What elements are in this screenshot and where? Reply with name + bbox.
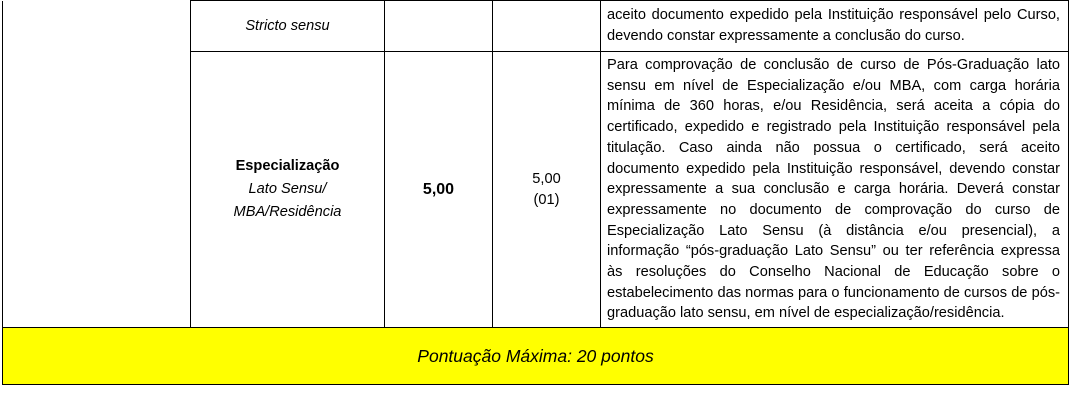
description-cell [601, 52, 1069, 328]
scoring-table [2, 0, 1069, 385]
title-italic-line2: MBA/Residência [233, 204, 342, 221]
max-score-banner: Pontuação Máxima: 20 pontos [3, 328, 1069, 385]
description-cell [601, 1, 1069, 52]
per-title-value: 5,00 [532, 170, 561, 187]
per-title-count: (01) [533, 191, 560, 208]
per-title-cell [493, 52, 601, 328]
description-text: aceito documento expedido pela Instituição responsável pelo Curso, devendo constar expressamente a conclusão do curso. [607, 7, 1060, 44]
footer-row [3, 328, 1069, 385]
description-text: Para comprovação de conclusão de curso de Pós-Graduação lato sensu em nível de Especialização e/ou MBA, com carga horária mínima de 360 horas, e/ou Residência, será aceita a cópia do certificado, expedido e registrado pela Instituição responsável pela titulação. Caso ainda não possua o certificado, será aceito documento expedido pela Instituição responsável, devendo constar expressamente a sua conclusão e carga horária. Deverá constar expressamente no documento de comprovação do curso de Especialização Lato Sensu (à distância e/ou presencial), a informação “pós-graduação Lato Sensu” ou ter referência expressa às resoluções do Conselho Nacional de Educação sobre o estabelecimento das normas para o funcionamento de cursos de pós-graduação lato sensu, em nível de especialização/residência. [607, 57, 1060, 322]
per-title-cell [493, 1, 601, 52]
category-cell [3, 1, 191, 328]
title-bold: Especialização [235, 158, 340, 175]
points-cell [385, 1, 493, 52]
points-cell: 5,00 [385, 52, 493, 328]
table-row [3, 1, 1069, 52]
title-stricto-sensu: Stricto sensu [191, 1, 385, 52]
title-italic-line1: Lato Sensu/ [248, 181, 327, 198]
title-especializacao [191, 52, 385, 328]
